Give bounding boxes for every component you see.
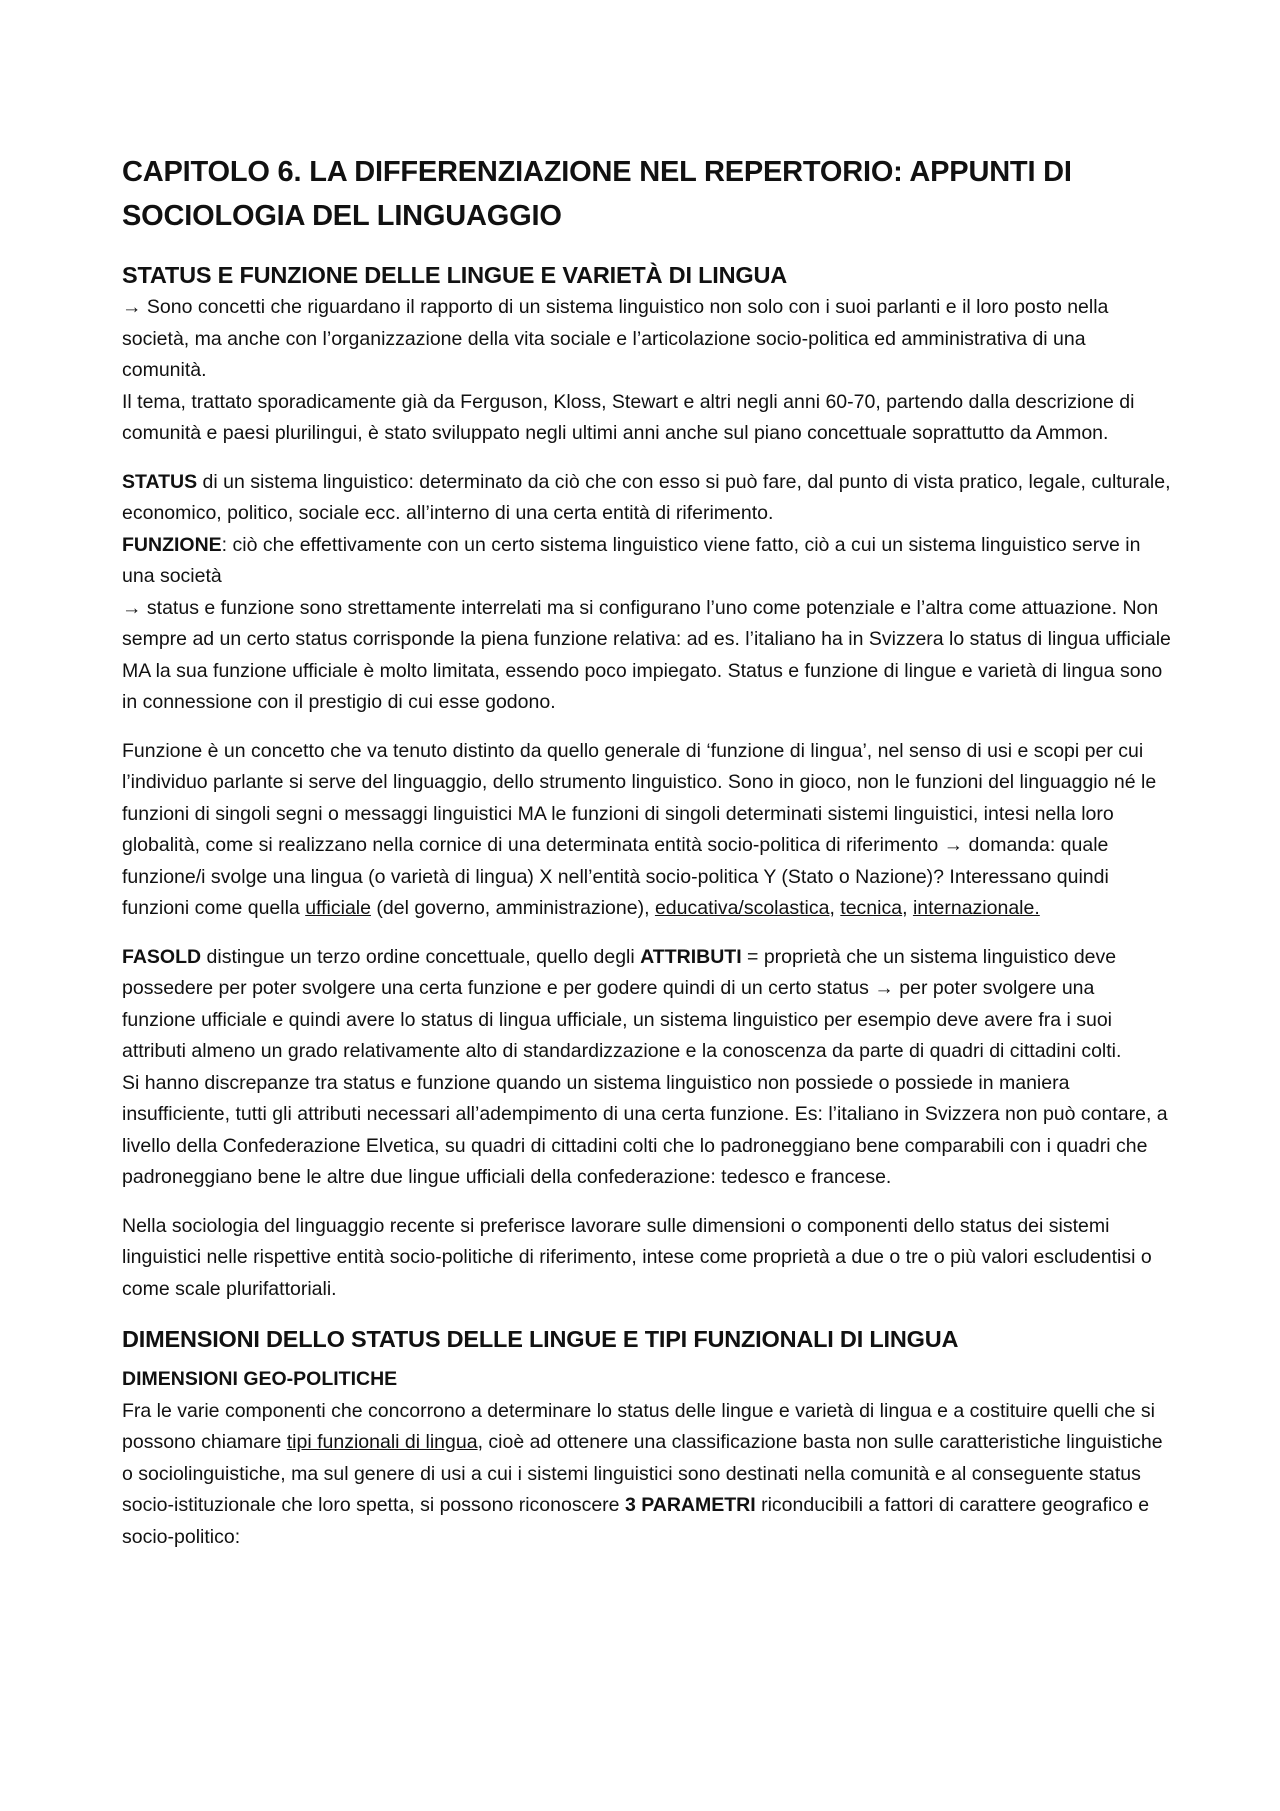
funzione-definition: : ciò che effettivamente con un certo sistema linguistico viene fatto, ciò a cui un sistema linguistico serve in una società [122, 533, 1141, 587]
chapter-title: CAPITOLO 6. LA DIFFERENZIAZIONE NEL REPERTORIO: APPUNTI DI SOCIOLOGIA DEL LINGUAGGIO [122, 156, 1072, 232]
underlined-educativa: educativa/scolastica [654, 897, 830, 919]
parametri-text-c: riconducibili a fattori di carattere geografico e socio-politico: [122, 1494, 1150, 1548]
term-funzione: FUNZIONE [122, 533, 222, 556]
fasold-text-c: per poter svolgere una funzione ufficiale e quindi avere lo status di lingua ufficiale, un sistema linguistico per esempio deve avere fra i suoi attributi almeno un grado relativamente alto di standardizzazione e la conoscenza da parte di quadri di cittadini colti. [122, 977, 1122, 1062]
section-heading-dimensioni: DIMENSIONI DELLO STATUS DELLE LINGUE E TIPI FUNZIONALI DI LINGUA [122, 1326, 959, 1352]
term-fasold: FASOLD [122, 945, 202, 968]
section-heading-status-funzione: STATUS E FUNZIONE DELLE LINGUE E VARIETÀ DI LINGUA [122, 262, 787, 288]
comma: , [902, 897, 908, 919]
paragraph-parametri [122, 1396, 1172, 1554]
underlined-tipi-funzionali: tipi funzionali di lingua [286, 1431, 478, 1453]
subheading-geo-politiche: DIMENSIONI GEO-POLITICHE [122, 1368, 398, 1390]
underlined-tecnica: tecnica [840, 897, 903, 919]
arrow-icon: → [122, 296, 142, 318]
relation-text: status e funzione sono strettamente interrelati ma si configurano l’uno come potenziale e l’altra come attuazione. Non sempre ad un certo status corrisponde la piena funzione relativa: ad es. l’italiano ha in Svizzera lo status di lingua ufficiale MA la sua funzione ufficiale è molto limitata, essendo poco impiegato. Status e funzione di lingue e varietà di lingua sono in connessione con il prestigio di cui esse godono. [122, 596, 1171, 713]
funzione-concept-text: Funzione è un concetto che va tenuto distinto da quello generale di ‘funzione di lingua’, nel senso di usi e scopi per cui l’individuo parlante si serve del linguaggio, dello strumento linguistico. Sono in gioco, non le funzioni del linguaggio né le funzioni di singoli segni o messaggi linguistici MA le funzioni di singoli determinati sistemi linguistici, intesi nella loro globalità, come si realizzano nella cornice di una determinata entità socio-politica di riferimento [122, 739, 1157, 856]
domanda-text: domanda: quale funzione/i svolge una lingua (o varietà di lingua) X nell’entità socio-politica Y (Stato o Nazione)? Interessano quindi funzioni come quella [122, 834, 1109, 919]
paragraph-definitions [122, 467, 1172, 719]
document-page [122, 150, 1172, 1570]
parametri-text-a: Fra le varie componenti che concorrono a determinare lo status delle lingue e varietà di lingua e a costituire quelli che si possono chiamare [122, 1399, 1155, 1453]
term-3-parametri: 3 PARAMETRI [624, 1494, 756, 1516]
paragraph-funzione-concetto [122, 736, 1172, 925]
intro-text: Sono concetti che riguardano il rapporto di un sistema linguistico non solo con i suoi parlanti e il loro posto nella società, ma anche con l’organizzazione della vita sociale e l’articolazione socio-politica ed amministrativa di una comunità. [122, 296, 1109, 381]
parametri-text-b: , cioè ad ottenere una classificazione basta non sulle caratteristiche linguistiche o sociolinguistiche, ma sul genere di usi a cui i sistemi linguistici sono destinati nella comunità e al conseguente status socio-istituzionale che loro spetta, si possono riconoscere [122, 1431, 1163, 1516]
underlined-internazionale: internazionale. [912, 897, 1040, 919]
paragraph-fasold [122, 942, 1172, 1194]
arrow-icon: → [874, 977, 894, 999]
intro-text-2: Il tema, trattato sporadicamente già da Ferguson, Kloss, Stewart e altri negli anni 60-70, partendo dalla descrizione di comunità e paesi plurilingui, è stato sviluppato negli ultimi anni anche sul piano concettuale soprattutto da Ammon. [122, 390, 1135, 444]
discrepanze-text: Si hanno discrepanze tra status e funzione quando un sistema linguistico non possiede o possiede in maniera insufficiente, tutti gli attributi necessari all’adempimento di una certa funzione. Es: l’italiano in Svizzera non può contare, a livello della Confederazione Elvetica, su quadri di cittadini colti che lo padroneggiano bene comparabili con i quadri che padroneggiano bene le altre due lingue ufficiali della confederazione: tedesco e francese. [122, 1071, 1168, 1188]
underlined-ufficiale: ufficiale [305, 897, 371, 919]
fasold-text-a: distingue un terzo ordine concettuale, quello degli [206, 945, 635, 968]
arrow-icon: → [122, 596, 142, 619]
status-definition: di un sistema linguistico: determinato da ciò che con esso si può fare, dal punto di vista pratico, legale, culturale, economico, politico, sociale ecc. all’interno di una certa entità di riferimento. [122, 470, 1171, 524]
paragraph-sociologia [122, 1211, 1172, 1306]
paragraph-intro [122, 292, 1172, 450]
sociologia-text: Nella sociologia del linguaggio recente si preferisce lavorare sulle dimensioni o componenti dello status dei sistemi linguistici nelle rispettive entità socio-politiche di riferimento, intese come proprietà a due o tre o più valori escludentisi o come scale plurifattoriali. [122, 1214, 1152, 1300]
term-status: STATUS [122, 470, 198, 493]
ufficiale-paren: (del governo, amministrazione), [376, 897, 650, 919]
comma: , [829, 897, 835, 919]
arrow-icon: → [943, 834, 964, 856]
term-attributi: ATTRIBUTI [640, 945, 742, 968]
fasold-text-b: = proprietà che un sistema linguistico deve possedere per poter svolgere una certa funzione e per godere quindi di un certo status [122, 945, 1117, 999]
